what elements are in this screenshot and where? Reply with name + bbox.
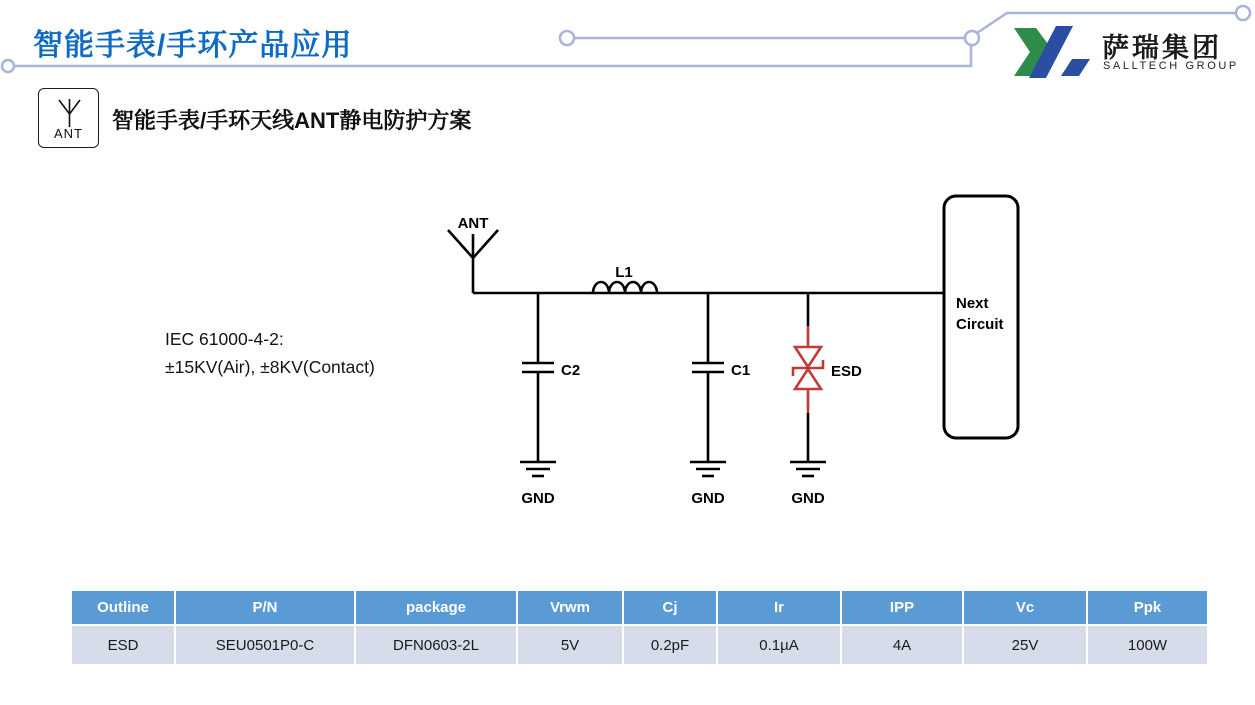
inductor-label: L1 bbox=[615, 264, 633, 281]
cell-ppk: 100W bbox=[1087, 625, 1208, 665]
gnd-label-2: GND bbox=[691, 490, 725, 507]
next-circuit-label-line2: Circuit bbox=[956, 316, 1004, 333]
col-header-pn: P/N bbox=[175, 590, 355, 625]
antenna-icon-box bbox=[38, 88, 99, 148]
cell-cj: 0.2pF bbox=[623, 625, 717, 665]
capacitor-c1 bbox=[690, 293, 726, 476]
company-logo-icon bbox=[1012, 26, 1094, 78]
circuit-diagram bbox=[420, 185, 1040, 520]
iec-standard-note bbox=[165, 325, 375, 381]
page-title: 智能手表/手环产品应用 bbox=[33, 29, 353, 62]
col-header-vc: Vc bbox=[963, 590, 1087, 625]
cell-vc: 25V bbox=[963, 625, 1087, 665]
cell-package: DFN0603-2L bbox=[355, 625, 517, 665]
spec-table bbox=[70, 589, 1209, 666]
circuit-ant-label: ANT bbox=[457, 215, 489, 232]
cell-vrwm: 5V bbox=[517, 625, 623, 665]
esd-diode bbox=[790, 293, 826, 476]
gnd-label-3: GND bbox=[791, 490, 825, 507]
gnd-label-1: GND bbox=[521, 490, 555, 507]
col-header-ipp: IPP bbox=[841, 590, 963, 625]
iec-note-line2: ±15KV(Air), ±8KV(Contact) bbox=[165, 357, 375, 377]
cell-ipp: 4A bbox=[841, 625, 963, 665]
col-header-package: package bbox=[355, 590, 517, 625]
company-name-cn: 萨瑞集团 bbox=[1102, 33, 1222, 63]
cell-pn: SEU0501P0-C bbox=[175, 625, 355, 665]
col-header-vrwm: Vrwm bbox=[517, 590, 623, 625]
col-header-ppk: Ppk bbox=[1087, 590, 1208, 625]
antenna-icon bbox=[39, 91, 100, 129]
spec-table-header-row bbox=[71, 590, 1208, 625]
capacitor-c1-label: C1 bbox=[731, 362, 751, 379]
inductor-symbol bbox=[593, 282, 657, 293]
iec-note-line1: IEC 61000-4-2: bbox=[165, 329, 284, 349]
col-header-ir: Ir bbox=[717, 590, 841, 625]
table-row bbox=[71, 625, 1208, 665]
capacitor-c2-label: C2 bbox=[561, 362, 581, 379]
col-header-outline: Outline bbox=[71, 590, 175, 625]
antenna-icon-label: ANT bbox=[54, 126, 83, 141]
capacitor-c2 bbox=[520, 293, 556, 476]
company-name-en: SALLTECH GROUP bbox=[1103, 60, 1239, 72]
cell-outline: ESD bbox=[71, 625, 175, 665]
next-circuit-label-line1: Next bbox=[956, 295, 989, 312]
esd-diode-label: ESD bbox=[831, 363, 862, 380]
cell-ir: 0.1µA bbox=[717, 625, 841, 665]
section-title: 智能手表/手环天线ANT静电防护方案 bbox=[112, 108, 472, 133]
company-logo bbox=[1012, 24, 1248, 80]
col-header-cj: Cj bbox=[623, 590, 717, 625]
